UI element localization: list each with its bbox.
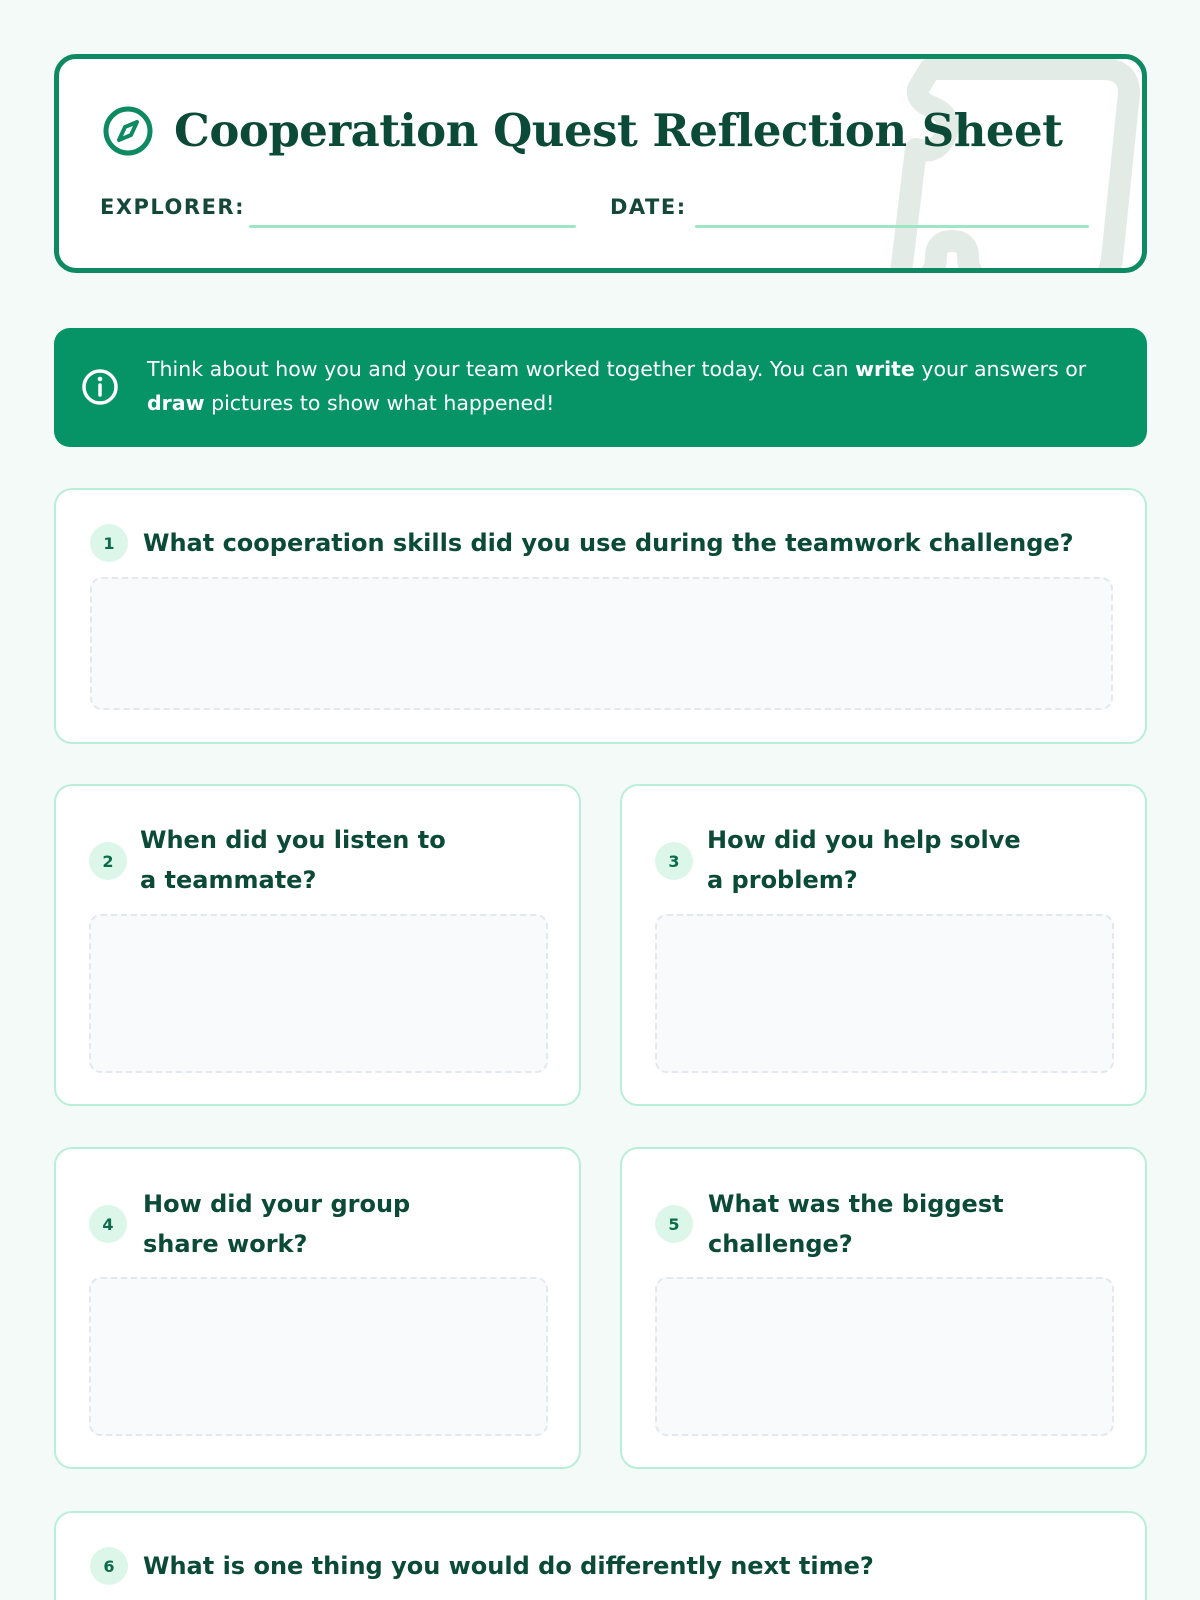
- answer-area[interactable]: [655, 914, 1114, 1073]
- question-card-2: [54, 784, 581, 1106]
- question-text: What cooperation skills did you use during the teamwork challenge?: [143, 529, 1074, 557]
- question-card-1: [54, 488, 1147, 744]
- question-card-5: [620, 1147, 1147, 1469]
- date-label: DATE:: [610, 195, 687, 219]
- header-card: [54, 54, 1147, 273]
- question-number-badge: 3: [655, 842, 693, 880]
- puzzle-piece-icon: [872, 59, 1142, 273]
- question-text: What is one thing you would do differently next time?: [143, 1552, 874, 1580]
- question-number-badge: 4: [89, 1205, 127, 1243]
- question-number-badge: 6: [90, 1547, 128, 1585]
- answer-area[interactable]: [89, 914, 548, 1073]
- answer-area[interactable]: [655, 1277, 1114, 1436]
- date-field[interactable]: [695, 225, 1089, 228]
- instructions-banner: [54, 328, 1147, 447]
- page-title: Cooperation Quest Reflection Sheet: [174, 104, 1063, 157]
- question-number-badge: 5: [655, 1205, 693, 1243]
- question-card-4: [54, 1147, 581, 1469]
- explorer-label: EXPLORER:: [100, 195, 245, 219]
- question-card-6: [54, 1511, 1147, 1600]
- question-number-badge: 1: [90, 524, 128, 562]
- question-text: How did your group share work?: [143, 1190, 411, 1258]
- question-text: What was the biggest challenge?: [708, 1190, 1004, 1258]
- question-text: How did you help solve a problem?: [707, 826, 1021, 894]
- explorer-field[interactable]: [249, 225, 576, 228]
- question-number-badge: 2: [89, 842, 127, 880]
- compass-icon: [102, 105, 154, 157]
- answer-area[interactable]: [89, 1277, 548, 1436]
- question-text: When did you listen to a teammate?: [140, 826, 446, 894]
- info-icon: [80, 367, 120, 407]
- answer-area[interactable]: [90, 577, 1113, 710]
- instructions-text: Think about how you and your team worked together today. You can write your answers or draw pictures to show what happened!: [147, 357, 1087, 415]
- question-card-3: [620, 784, 1147, 1106]
